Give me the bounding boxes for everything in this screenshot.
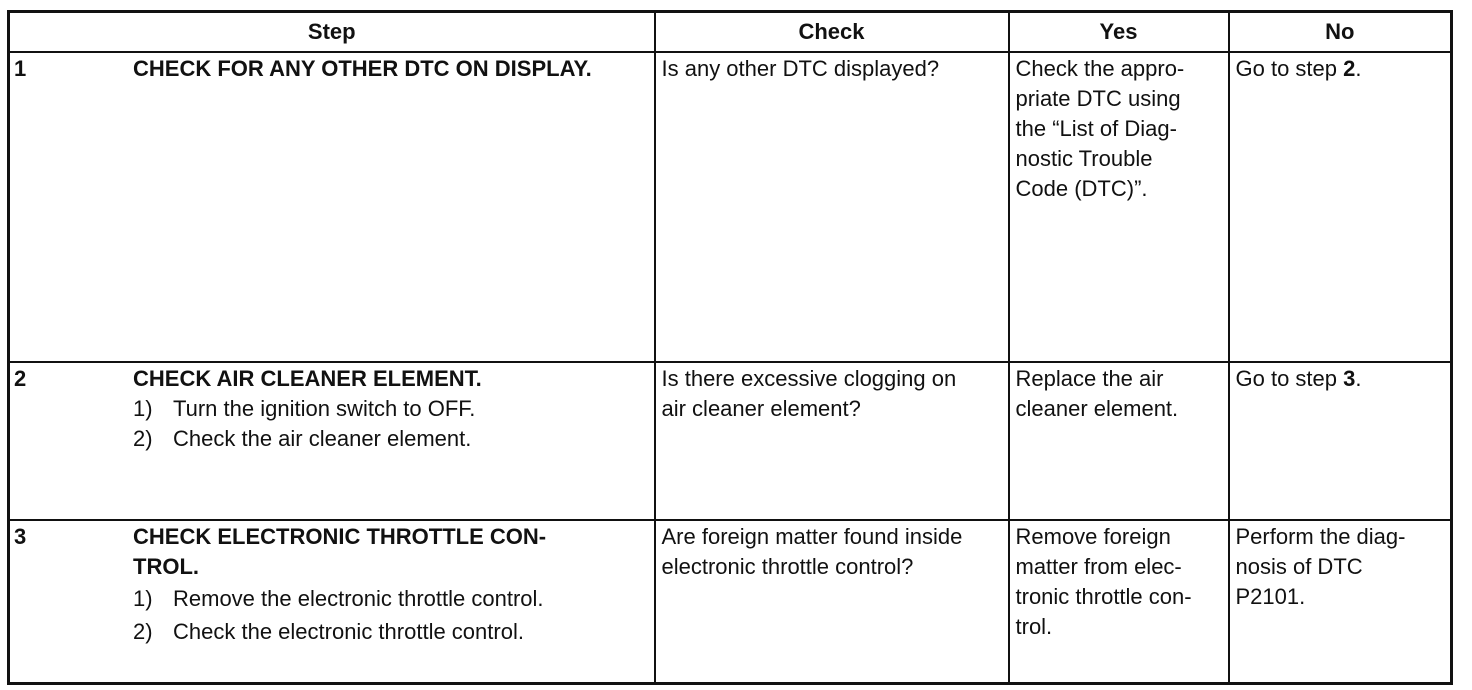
no-line: nosis of DTC [1235,554,1363,579]
yes-line: Check the appro- [1015,56,1185,81]
step-cell [9,520,655,683]
no-suffix: . [1355,56,1362,81]
no-cell [1229,52,1452,362]
yes-cell [1009,362,1229,520]
yes-line: matter from elec- [1015,554,1182,579]
yes-line: priate DTC using [1015,86,1181,111]
no-step-ref: 3 [1343,366,1356,391]
substep-text: Remove the electronic throttle control. [173,586,544,611]
substep [133,582,648,615]
substep-text: Check the air cleaner element. [173,426,472,451]
header-step: Step [9,12,655,53]
no-line: Perform the diag- [1235,524,1406,549]
yes-line: the “List of Diag- [1015,116,1177,141]
yes-line: trol. [1015,614,1053,639]
no-step-ref: 2 [1343,56,1356,81]
substep [133,394,648,424]
check-line: Are foreign matter found inside [661,524,963,549]
substep-text: Check the electronic throttle control. [173,619,524,644]
yes-cell [1009,52,1229,362]
step-number: 3 [14,524,27,549]
no-text: Go to step [1235,56,1344,81]
substep-number: 1) [133,396,153,421]
yes-cell [1009,520,1229,683]
substep-number: 1) [133,586,153,611]
header-check: Check [655,12,1009,53]
substep [133,424,648,454]
no-line: P2101. [1235,584,1306,609]
table-row [9,362,1452,520]
header-row [9,12,1452,53]
step-title-line: CHECK ELECTRONIC THROTTLE CON- [133,524,547,549]
substep-number: 2) [133,619,153,644]
check-line: electronic throttle control? [661,554,914,579]
diagnostic-table [7,10,1453,685]
yes-line: tronic throttle con- [1015,584,1192,609]
yes-line: Replace the air [1015,366,1164,391]
substep-number: 2) [133,426,153,451]
substep-text: Turn the ignition switch to OFF. [173,396,476,421]
yes-line: cleaner element. [1015,396,1179,421]
no-text: Go to step [1235,366,1344,391]
step-title: CHECK AIR CLEANER ELEMENT. [133,366,482,391]
check-cell [655,520,1009,683]
yes-line: Remove foreign [1015,524,1171,549]
check-line: air cleaner element? [661,396,861,421]
check-cell [655,52,1009,362]
check-line: Is there excessive clogging on [661,366,957,391]
no-cell [1229,362,1452,520]
step-number: 1 [14,56,27,81]
step-cell [9,362,655,520]
header-no: No [1229,12,1452,53]
table-row [9,52,1452,362]
no-suffix: . [1355,366,1362,391]
no-cell [1229,520,1452,683]
yes-line: nostic Trouble [1015,146,1153,171]
step-cell [9,52,655,362]
substep [133,615,648,648]
header-yes: Yes [1009,12,1229,53]
check-cell [655,362,1009,520]
step-title: CHECK FOR ANY OTHER DTC ON DISPLAY. [133,56,592,81]
step-title-line: TROL. [133,554,199,579]
table-row [9,520,1452,683]
step-number: 2 [14,366,27,391]
check-text: Is any other DTC displayed? [661,56,940,81]
yes-line: Code (DTC)”. [1015,176,1148,201]
